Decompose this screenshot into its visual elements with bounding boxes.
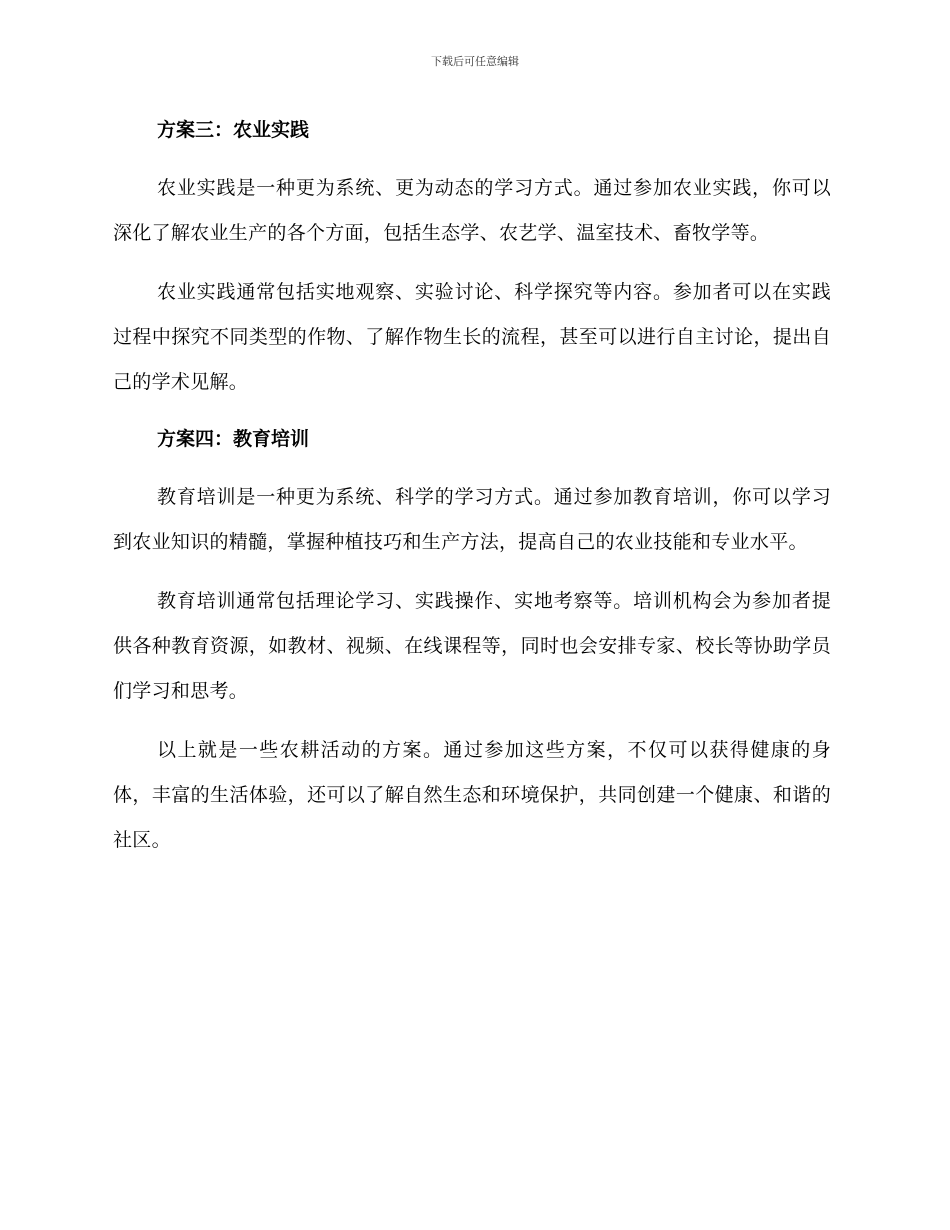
conclusion-paragraph: 以上就是一些农耕活动的方案。通过参加这些方案，不仅可以获得健康的身体，丰富的生活体验，还可以了解自然生态和环境保护，共同创建一个健康、和谐的社区。 (113, 739, 831, 851)
paragraph: 教育培训通常包括理论学习、实践操作、实地考察等。培训机构会为参加者提供各种教育资源，如教材、视频、在线课程等，同时也会安排专家、校长等协助学员们学习和思考。 (113, 590, 831, 702)
paragraph: 农业实践是一种更为系统、更为动态的学习方式。通过参加农业实践，你可以深化了解农业生产的各个方面，包括生态学、农艺学、温室技术、畜牧学等。 (113, 177, 831, 244)
section-title-agricultural-practice: 方案三：农业实践 (157, 119, 310, 141)
document-body (113, 110, 831, 863)
page-header: 下载后可任意编辑 (431, 55, 519, 68)
paragraph: 教育培训是一种更为系统、科学的学习方式。通过参加教育培训，你可以学习到农业知识的精髓，掌握种植技巧和生产方法，提高自己的农业技能和专业水平。 (113, 486, 831, 553)
paragraph: 农业实践通常包括实地观察、实验讨论、科学探究等内容。参加者可以在实践过程中探究不同类型的作物、了解作物生长的流程，甚至可以进行自主讨论，提出自己的学术见解。 (113, 281, 831, 393)
section-title-education-training: 方案四：教育培训 (157, 428, 310, 450)
